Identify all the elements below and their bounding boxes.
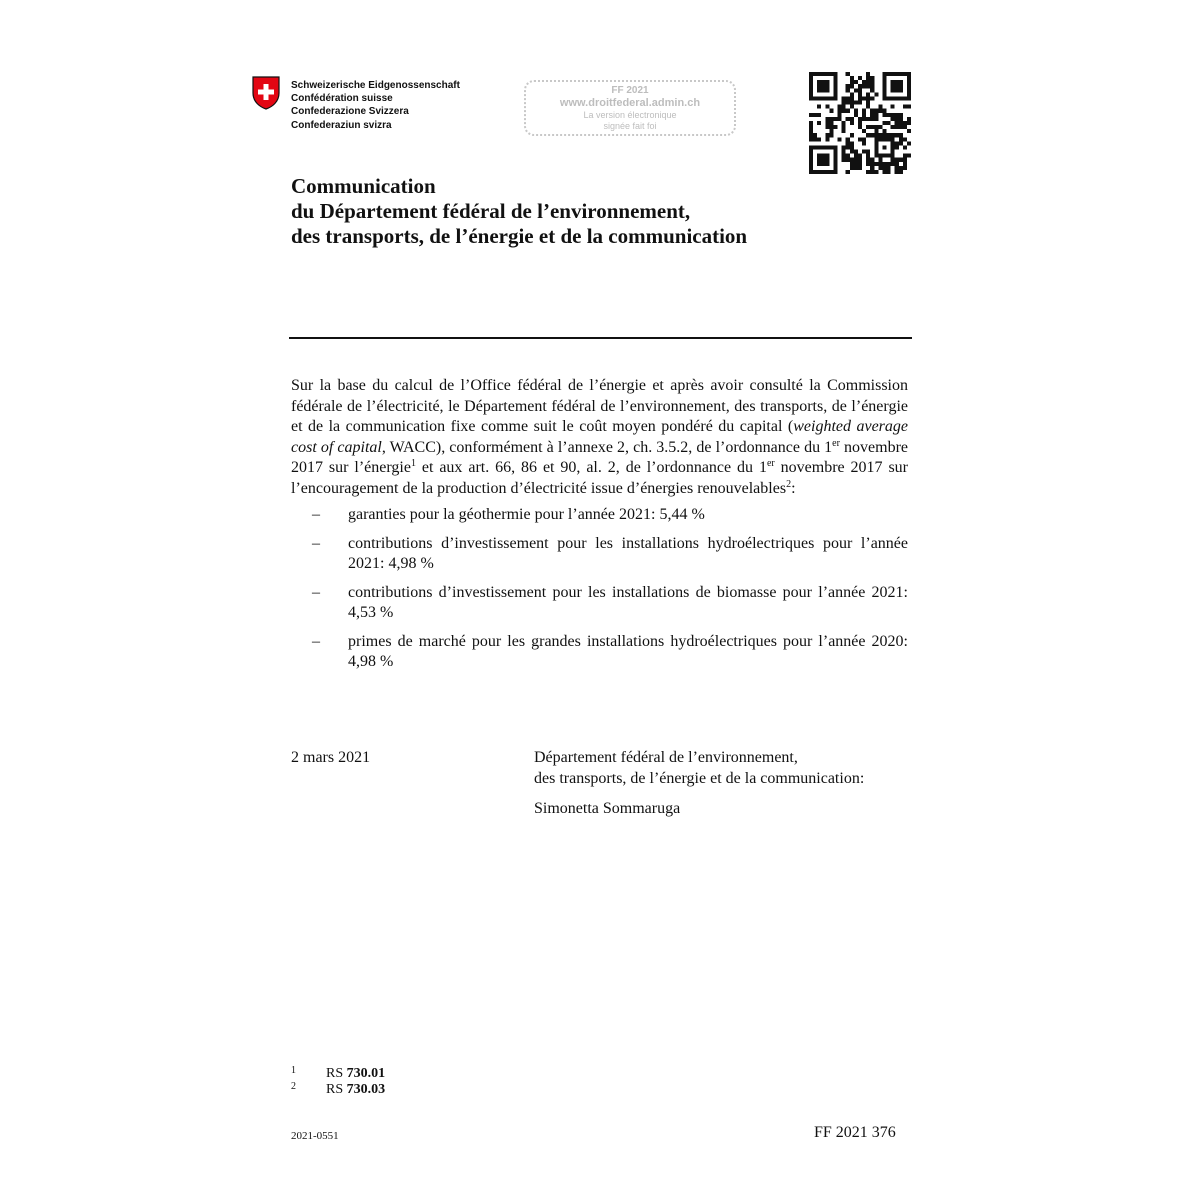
footnote-ref-2[interactable]: 2: [786, 478, 792, 490]
footnote-number: 1: [291, 1065, 296, 1076]
dash-bullet: –: [312, 506, 320, 523]
intro-italic: weighted average cost of capital: [291, 418, 909, 456]
rate-list: [291, 505, 908, 673]
footnote-ref-link[interactable]: 730.03: [346, 1082, 386, 1097]
footnote-ref-1[interactable]: 1: [410, 458, 416, 469]
document-number: 2021-0551: [291, 1130, 339, 1142]
title-line-1: Communication: [291, 174, 436, 198]
department-line-2: des transports, de l’énergie et de la communication:: [534, 769, 865, 787]
confed-name-it: Confederazione Svizzera: [291, 106, 409, 118]
swiss-crest-icon: [252, 76, 280, 110]
intro-text-1: Sur la base du calcul de l’Office fédéral de l’énergie et après avoir consulté la Commission fédérale de l’électricité, le Département fédéral de l’environnement, des transports, de l’énergie et de la communication fixe comme suit le coût moyen pondéré du capital (: [291, 377, 908, 435]
dash-bullet: –: [312, 583, 320, 601]
title-divider: [289, 337, 912, 339]
intro-paragraph: [291, 376, 908, 499]
ordinal-sup-1: er: [832, 437, 840, 449]
footnote-2: [291, 1079, 385, 1098]
ordinal-sup-2: er: [766, 458, 775, 469]
stamp-url[interactable]: www.droitfederal.admin.ch: [559, 97, 701, 109]
stamp-note-2: signée fait foi: [603, 121, 657, 131]
footnote-prefix: RS: [326, 1066, 347, 1081]
footnote-prefix: RS: [326, 1082, 347, 1097]
signatory-name: Simonetta Sommaruga: [534, 800, 681, 817]
signature-date: 2 mars 2021: [291, 749, 371, 766]
intro-text-4: et aux art. 66, 86 et 90, al. 2, de l’ordonnance du 1: [415, 459, 767, 476]
list-item: [291, 534, 908, 575]
title-line-2: du Département fédéral de l’environnement,: [291, 199, 691, 223]
list-item-text: garanties pour la géothermie pour l’année 2021: 5,44 %: [348, 506, 705, 523]
stamp-note-1: La version électronique: [583, 110, 677, 120]
department-line-1: Département fédéral de l’environnement,: [534, 749, 798, 766]
page-title: [291, 174, 747, 249]
stamp-ff: FF 2021: [611, 85, 649, 96]
list-item: [291, 505, 908, 526]
qr-code-icon: [809, 72, 911, 174]
intro-text-3: novembre 2017 sur l’énergie: [291, 438, 909, 476]
electronic-signature-stamp: [524, 80, 736, 136]
intro-text-6: :: [791, 479, 796, 497]
list-item: [291, 632, 908, 673]
dash-bullet: –: [312, 632, 320, 650]
confederation-names: [291, 79, 460, 132]
intro-text-2: , WACC), conformément à l’annexe 2, ch. 3.5.2, de l’ordonnance du 1: [381, 438, 833, 456]
confed-name-rm: Confederaziun svizra: [291, 119, 392, 131]
footnote-ref-link[interactable]: 730.01: [346, 1066, 386, 1081]
page-reference: FF 2021 376: [814, 1124, 896, 1141]
list-item-text: contributions d’investissement pour les installations hydroélectriques pour l’année 2021: 4,98 %: [348, 534, 908, 572]
title-line-3: des transports, de l’énergie et de la communication: [291, 224, 748, 248]
confed-name-de: Schweizerische Eidgenossenschaft: [291, 80, 460, 91]
footnote-number: 2: [291, 1081, 296, 1092]
list-item-text: primes de marché pour les grandes installations hydroélectriques pour l’année 2020: 4,98 %: [348, 632, 908, 670]
document-body: [291, 376, 908, 681]
dash-bullet: –: [312, 534, 320, 552]
signature-block: [534, 748, 864, 820]
list-item: [291, 583, 908, 624]
confed-name-fr: Confédération suisse: [291, 93, 393, 105]
intro-text-5: novembre 2017 sur l’encouragement de la production d’électricité issue d’énergies renouvelables: [291, 459, 909, 497]
list-item-text: contributions d’investissement pour les installations de biomasse pour l’année 2021: 4,53 %: [348, 583, 908, 621]
